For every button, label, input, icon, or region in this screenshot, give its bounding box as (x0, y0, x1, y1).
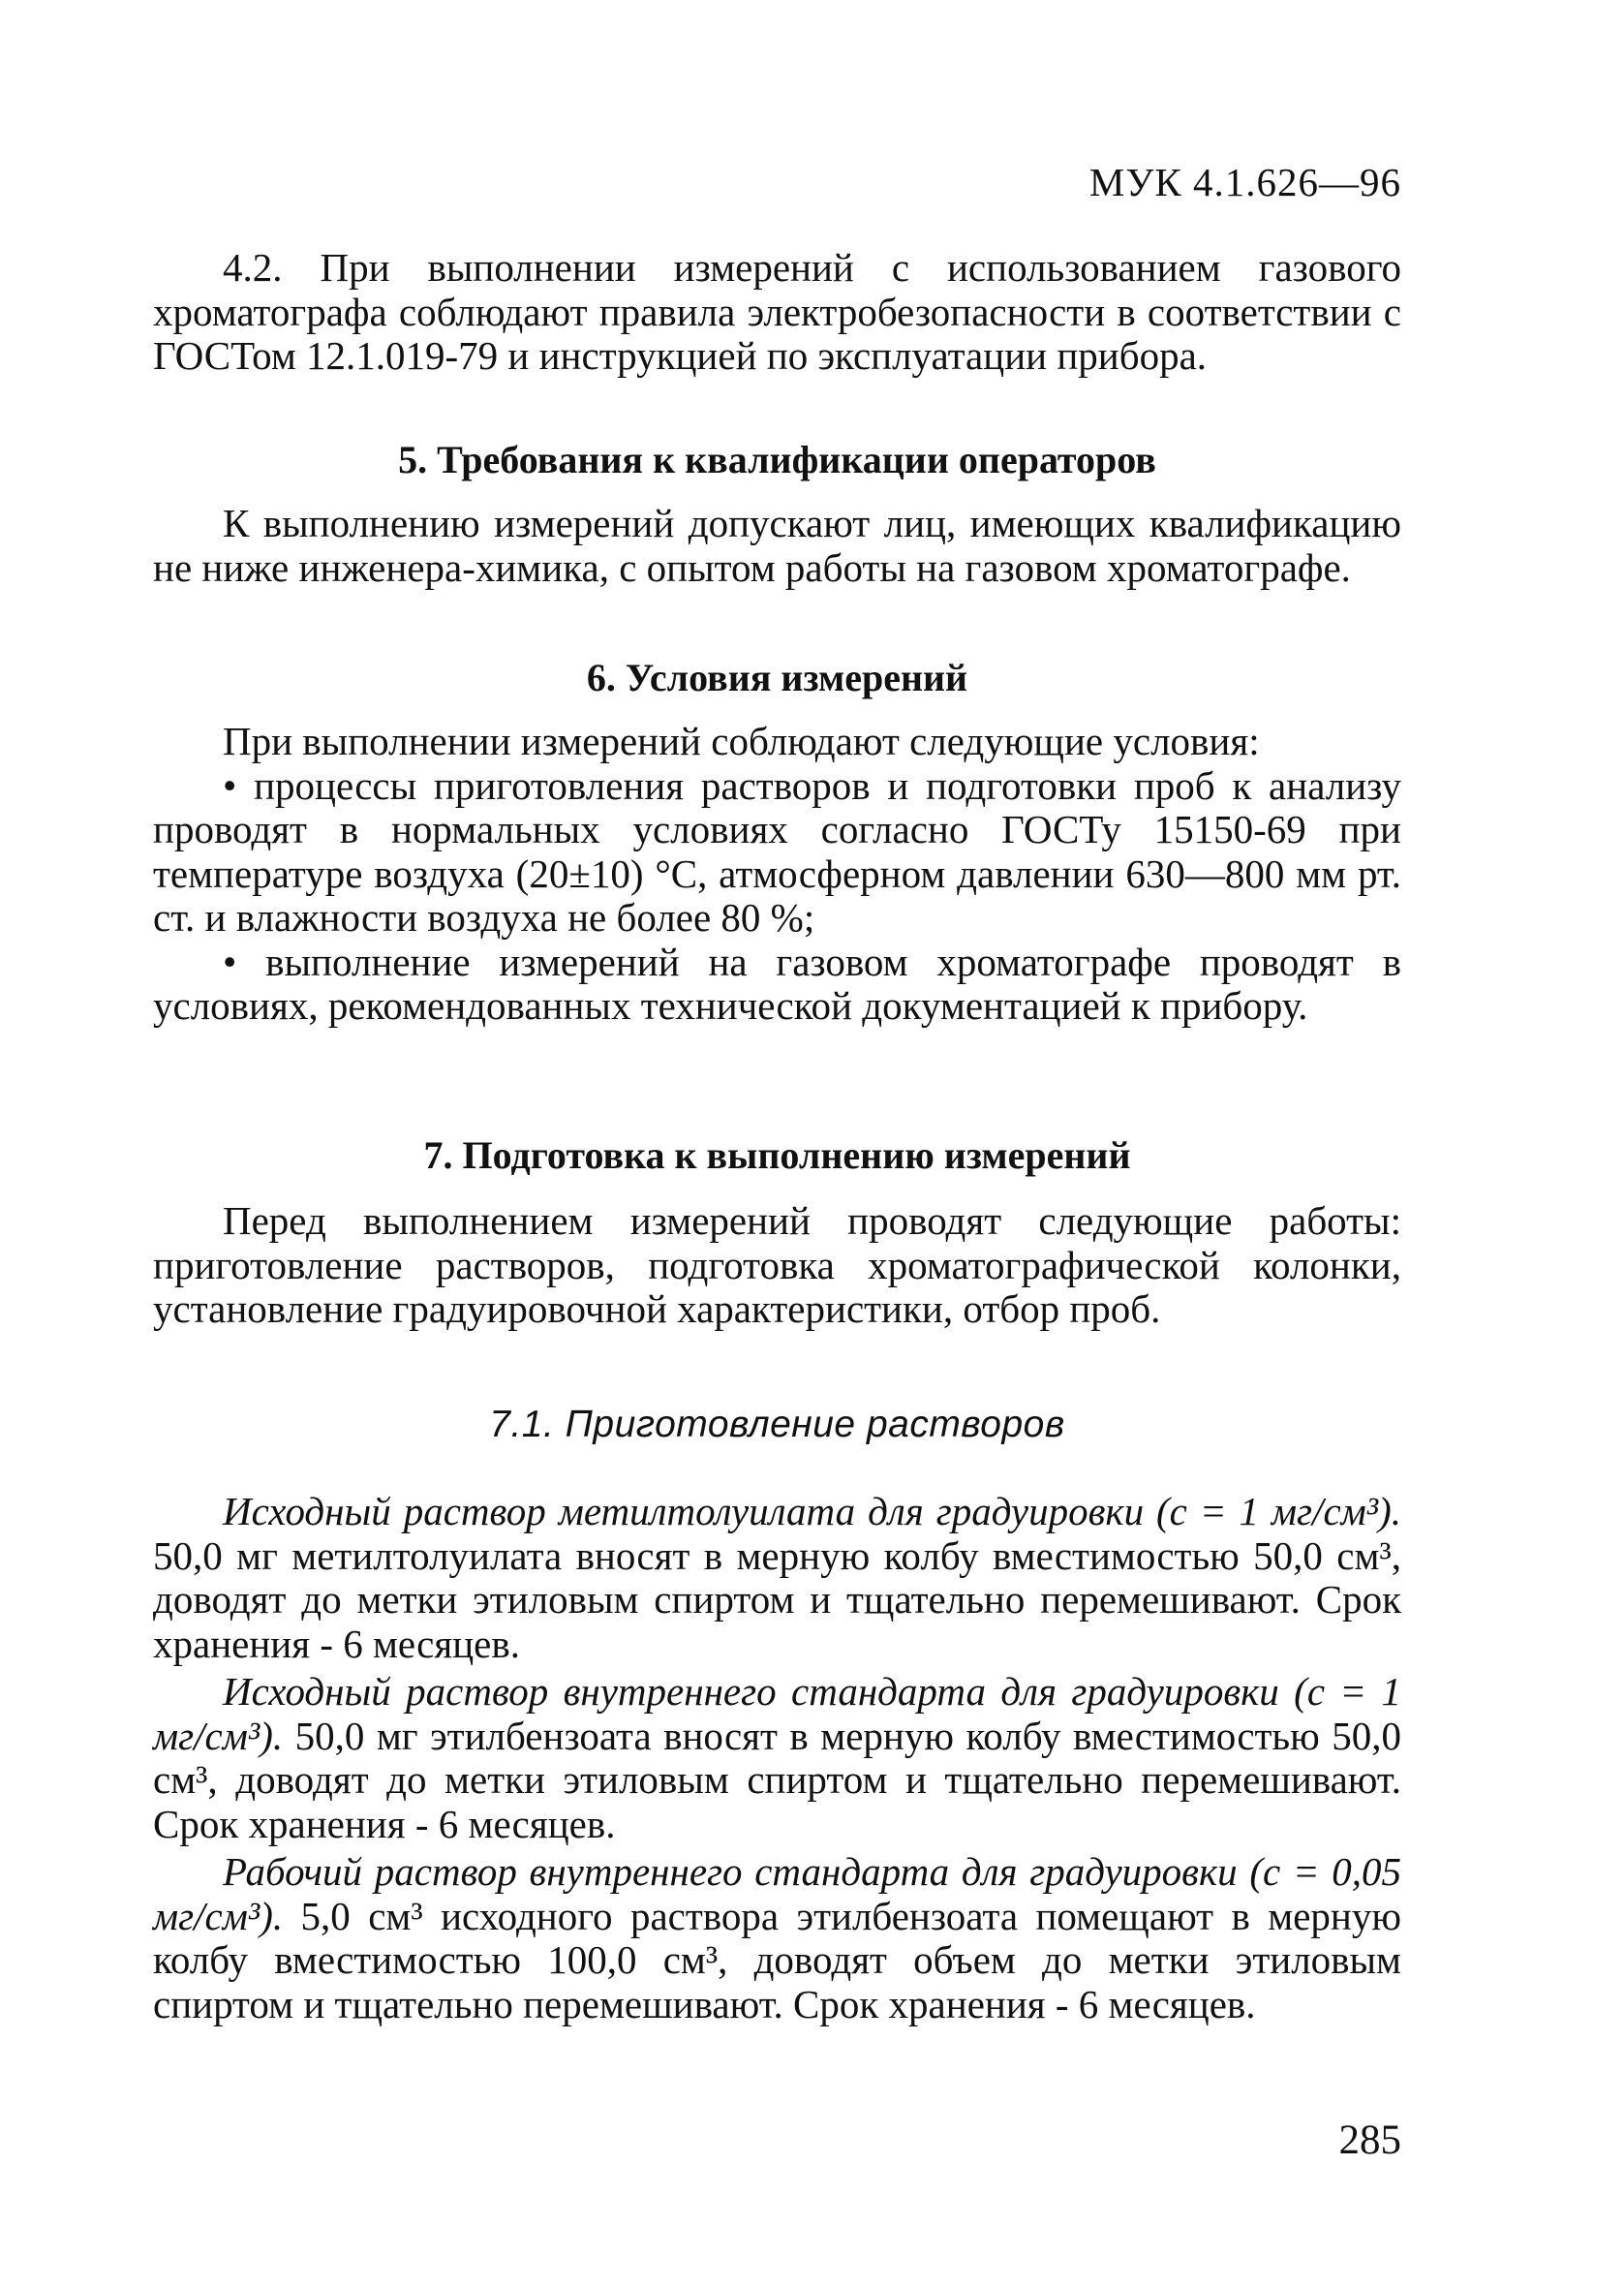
section-6-heading: 6. Условия измерений (586, 656, 968, 699)
solution-paragraph-3 (153, 1850, 1401, 2026)
subsection-7-1-heading: 7.1. Приготовление растворов (489, 1404, 1065, 1445)
solution-paragraph-2 (153, 1670, 1401, 1846)
page-number: 285 (1338, 2118, 1401, 2163)
section-6-intro: При выполнении измерений соблюдают следующие условия: (223, 719, 1260, 763)
solution-1-text: 50,0 мг метилтолуилата вносят в мерную колбу вместимостью 50,0 см³, доводят до метки этиловым спиртом и тщательно перемешивают. Срок хранения - 6 месяцев. (153, 1532, 1401, 1666)
section-7 (153, 1133, 1401, 1332)
section-5 (153, 438, 1401, 590)
solution-2-title: Исходный раствор внутреннего стандарта для градуировки (с = 1 мг/см³). (153, 1669, 1401, 1758)
solution-3-text: 5,0 см³ исходного раствора этилбензоата помещают в мерную колбу вместимостью 100,0 см³, доводят объем до метки этиловым спиртом и тщательно перемешивают. Срок хранения - 6 месяцев. (153, 1893, 1401, 2026)
paragraph-text: 4.2. При выполнении измерений с использованием газового хроматографа соблюдают правила электробезопасности в соответствии с ГОСТом 12.1.019-79 и инструкцией по эксплуатации прибора. (153, 245, 1401, 378)
section-6 (153, 656, 1401, 1029)
section-5-heading: 5. Требования к квалификации операторов (398, 438, 1156, 481)
subsection-7-1 (153, 1403, 1401, 2026)
section-7-text: Перед выполнением измерений проводят следующие работы: приготовление растворов, подготовка хроматографической колонки, установление градуировочной характеристики, отбор проб. (153, 1198, 1401, 1331)
document-code-header: МУК 4.1.626—96 (1088, 160, 1401, 204)
solution-3-title: Рабочий раствор внутреннего стандарта для градуировки (с = 0,05 мг/см³). (153, 1849, 1401, 1938)
paragraph-4-2 (153, 246, 1401, 379)
section-7-heading: 7. Подготовка к выполнению измерений (423, 1133, 1131, 1177)
solution-1-title: Исходный раствор метилтолуилата для градуировки (с = 1 мг/см³). (223, 1489, 1401, 1533)
solution-2-text: 50,0 мг этилбензоата вносят в мерную колбу вместимостью 50,0 см³, доводят до метки этиловым спиртом и тщательно перемешивают. Срок хранения - 6 месяцев. (153, 1713, 1401, 1846)
section-6-bullet-2: • выполнение измерений на газовом хроматографе проводят в условиях, рекомендованных технической документацией к прибору. (153, 939, 1401, 1028)
solution-paragraph-1 (153, 1490, 1401, 1666)
section-6-bullet-1: • процессы приготовления растворов и подготовки проб к анализу проводят в нормальных условиях согласно ГОСТу 15150-69 при температуре воздуха (20±10) °С, атмосферном давлении 630—800 мм рт. ст. и влажности воздуха не более 80 %; (153, 762, 1401, 940)
section-5-text: К выполнению измерений допускают лиц, имеющих квалификацию не ниже инженера-химика, с опытом работы на газовом хроматографе. (153, 501, 1401, 590)
